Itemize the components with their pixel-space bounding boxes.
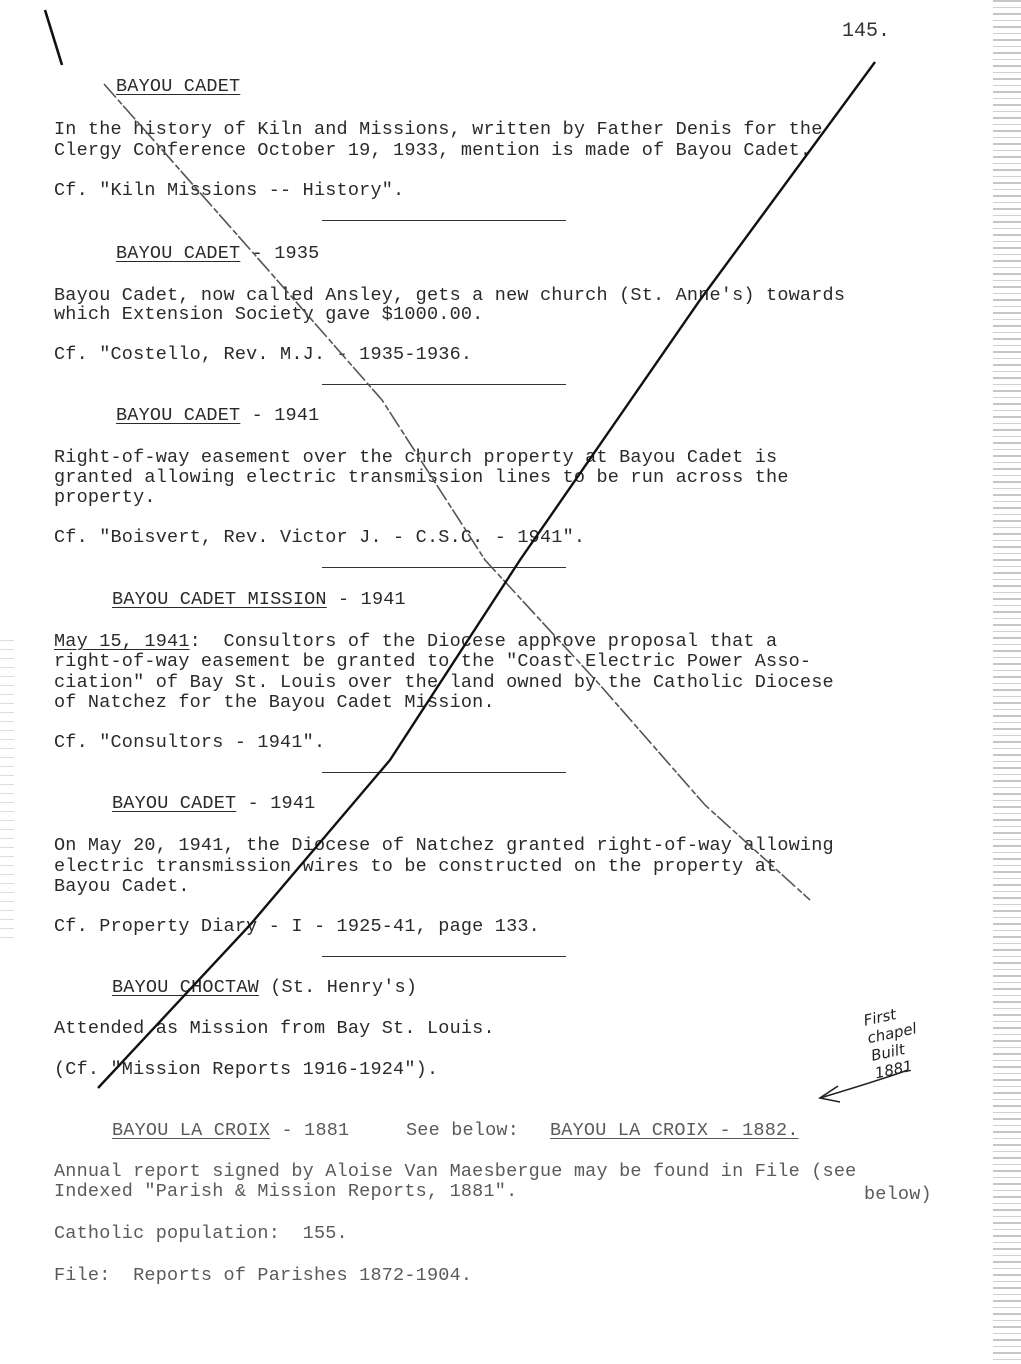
text-line: property.	[54, 487, 156, 508]
text-line: which Extension Society gave $1000.00.	[54, 304, 484, 325]
text-line: granted allowing electric transmission lines to be run across the	[54, 467, 789, 488]
section-year: - 1941	[240, 405, 320, 426]
page-number: 145.	[842, 20, 891, 43]
cross-out-stroke	[98, 62, 875, 1088]
text-line: Right-of-way easement over the church property at Bayou Cadet is	[54, 447, 778, 468]
section-suffix: (St. Henry's)	[258, 977, 418, 998]
cross-reference: Cf. "Consultors - 1941".	[54, 732, 326, 753]
text-line: Bayou Cadet.	[54, 876, 190, 897]
text-line: In the history of Kiln and Missions, written by Father Denis for the	[54, 119, 823, 140]
handwritten-note: First chapel Built 1881	[862, 1005, 919, 1083]
section-heading: BAYOU CADET	[116, 76, 241, 97]
text-line: Clergy Conference October 19, 1933, mention is made of Bayou Cadet.	[54, 140, 812, 161]
text-line: Indexed "Parish & Mission Reports, 1881".	[54, 1181, 518, 1202]
see-below-label: See below:	[406, 1120, 520, 1141]
text-line: Attended as Mission from Bay St. Louis.	[54, 1018, 495, 1039]
section-heading: BAYOU CADET	[116, 405, 241, 426]
section-year: - 1935	[240, 243, 320, 264]
cross-reference: Cf. "Kiln Missions -- History".	[54, 180, 405, 201]
cross-reference: Cf. "Costello, Rev. M.J. - 1935-1936.	[54, 344, 473, 365]
cross-reference: Cf. Property Diary - I - 1925-41, page 133.	[54, 916, 540, 937]
section-year: - 1941	[236, 793, 316, 814]
text-line: Bayou Cadet, now called Ansley, gets a new church (St. Anne's) towards	[54, 285, 846, 306]
section-heading: BAYOU CHOCTAW	[112, 977, 259, 998]
text-line: ciation" of Bay St. Louis over the land owned by the Catholic Diocese	[54, 672, 834, 693]
cross-reference: (Cf. "Mission Reports 1916-1924").	[54, 1059, 439, 1080]
entry-date: May 15, 1941	[54, 631, 190, 652]
text-line: right-of-way easement be granted to the "Coast Electric Power Asso-	[54, 651, 812, 672]
section-heading: BAYOU CADET	[116, 243, 241, 264]
see-below-reference: BAYOU LA CROIX - 1882.	[550, 1120, 799, 1141]
text-line: electric transmission wires to be constructed on the property at	[54, 856, 778, 877]
corner-slash-mark	[45, 10, 62, 65]
text-line: below)	[864, 1184, 932, 1205]
section-heading: BAYOU CADET	[112, 793, 237, 814]
population-line: Catholic population: 155.	[54, 1223, 348, 1244]
cross-reference: Cf. "Boisvert, Rev. Victor J. - C.S.C. - 1941".	[54, 527, 586, 548]
section-year: - 1941	[326, 589, 406, 610]
cross-out-stroke	[104, 84, 810, 900]
file-reference: File: Reports of Parishes 1872-1904.	[54, 1265, 473, 1286]
section-heading: BAYOU LA CROIX	[112, 1120, 271, 1141]
text-line: : Consultors of the Diocese approve proposal that a	[189, 631, 778, 652]
section-year: - 1881	[270, 1120, 350, 1141]
text-line: Annual report signed by Aloise Van Maesbergue may be found in File (see	[54, 1161, 857, 1182]
arrow-icon	[820, 1070, 908, 1098]
text-line: of Natchez for the Bayou Cadet Mission.	[54, 692, 495, 713]
arrow-head-icon	[820, 1086, 840, 1102]
section-heading: BAYOU CADET MISSION	[112, 589, 327, 610]
text-line: On May 20, 1941, the Diocese of Natchez granted right-of-way allowing	[54, 835, 834, 856]
